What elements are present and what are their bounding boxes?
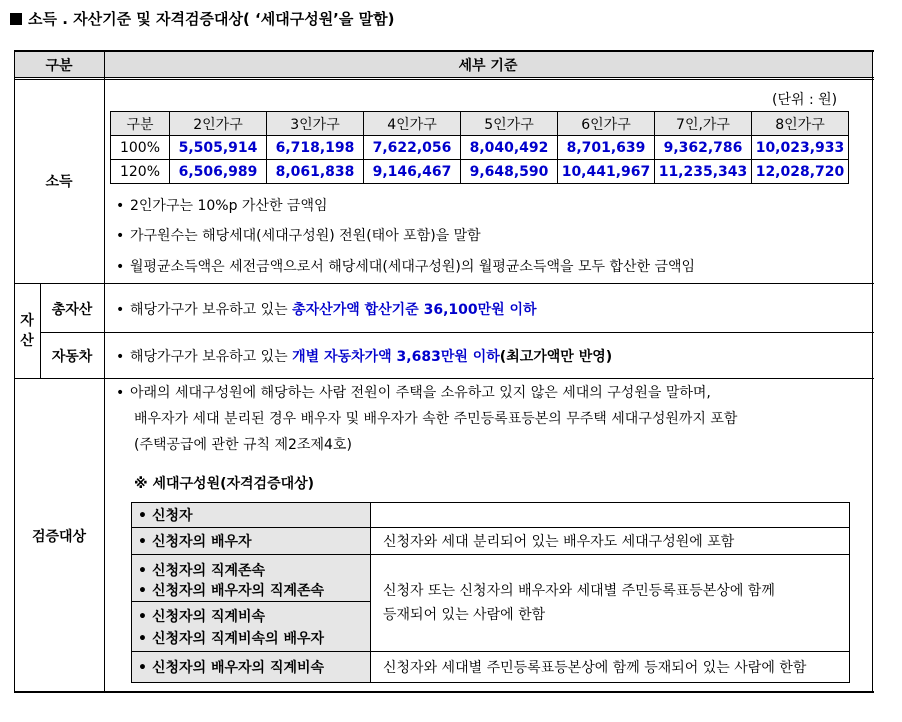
table-row: [132, 555, 850, 652]
col-header: 8인가구: [752, 112, 849, 136]
income-value: 12,028,720: [752, 160, 849, 184]
col-header: 2인가구: [170, 112, 267, 136]
col-header: 7인,가구: [655, 112, 752, 136]
table-row: [111, 160, 849, 184]
col-header: 6인가구: [558, 112, 655, 136]
col-header: 3인가구: [267, 112, 364, 136]
total-assets-label: 총자산: [51, 302, 93, 318]
verification-para: (주택공급에 관한 규칙 제2조제4호): [134, 437, 352, 453]
income-note: • 2인가구는 10%p 가산한 금액임: [116, 198, 328, 214]
income-value: 8,701,639: [558, 136, 655, 160]
income-value: 9,648,590: [461, 160, 558, 184]
member-key: • 신청자: [132, 503, 371, 528]
income-header-row: [111, 112, 849, 136]
income-value: 5,505,914: [170, 136, 267, 160]
income-value: 6,506,989: [170, 160, 267, 184]
row-pct: 100%: [111, 136, 170, 160]
income-value: 7,622,056: [364, 136, 461, 160]
table-row: [132, 652, 850, 683]
income-value: 9,146,467: [364, 160, 461, 184]
row-pct: 120%: [111, 160, 170, 184]
header-col1: 구분: [45, 58, 73, 74]
member-desc: [371, 503, 850, 528]
income-value: 9,362,786: [655, 136, 752, 160]
income-note: • 월평균소득액은 세전금액으로서 해당세대(세대구성원)의 월평균소득액을 모두 합산한 금액임: [116, 259, 696, 275]
member-desc: 신청자 또는 신청자의 배우자와 세대별 주민등록표등본상에 함께 등재되어 있는 사람에 한함: [371, 555, 850, 652]
car-text: • 해당가구가 보유하고 있는 개별 자동차가액 3,683만원 이하(최고가액만 반영): [116, 349, 613, 365]
unit-label: (단위 : 원): [772, 92, 838, 108]
income-value: 6,718,198: [267, 136, 364, 160]
table-row: [111, 136, 849, 160]
verification-para: 배우자가 세대 분리된 경우 배우자 및 배우자가 속한 주민등록표등본의 무주택 세대구성원까지 포함: [134, 411, 738, 427]
table-row: [132, 503, 850, 528]
income-label: 소득: [45, 174, 73, 190]
member-key: • 신청자의 배우자의 직계존속: [138, 582, 325, 599]
member-desc: 신청자와 세대 분리되어 있는 배우자도 세대구성원에 포함: [371, 528, 850, 555]
income-value: 10,023,933: [752, 136, 849, 160]
header-col2: 세부 기준: [458, 58, 518, 74]
car-label: 자동차: [51, 349, 93, 365]
member-desc: 신청자와 세대별 주민등록표등본상에 함께 등재되어 있는 사람에 한함: [371, 652, 850, 683]
member-key-group: [132, 555, 371, 652]
income-note: • 가구원수는 해당세대(세대구성원) 전원(태아 포함)을 말함: [116, 228, 481, 244]
col-header: 4인가구: [364, 112, 461, 136]
members-subheading: ※ 세대구성원(자격검증대상): [134, 476, 315, 492]
table-row: [132, 528, 850, 555]
page-title: 소득 . 자산기준 및 자격검증대상( ‘세대구성원’을 말함): [10, 8, 394, 29]
verification-para: • 아래의 세대구성원에 해당하는 사람 전원이 주택을 소유하고 있지 않은 세대의 구성원을 말하며,: [116, 385, 711, 401]
col-header: 5인가구: [461, 112, 558, 136]
member-key: • 신청자의 직계비속: [138, 608, 266, 625]
member-key: • 신청자의 배우자의 직계비속: [132, 652, 371, 683]
income-value: 10,441,967: [558, 160, 655, 184]
income-table: [110, 111, 849, 184]
income-value: 8,040,492: [461, 136, 558, 160]
member-key: • 신청자의 직계비속의 배우자: [138, 630, 325, 647]
member-key: • 신청자의 배우자: [132, 528, 371, 555]
assets-label: 자산: [20, 313, 34, 349]
income-value: 11,235,343: [655, 160, 752, 184]
members-table: [131, 502, 850, 683]
total-assets-text: • 해당가구가 보유하고 있는 총자산가액 합산기준 36,100만원 이하: [116, 302, 537, 318]
col-header: 구분: [111, 112, 170, 136]
verification-label: 검증대상: [31, 529, 87, 545]
square-bullet-icon: [10, 13, 22, 25]
income-value: 8,061,838: [267, 160, 364, 184]
member-key: • 신청자의 직계존속: [138, 562, 266, 579]
